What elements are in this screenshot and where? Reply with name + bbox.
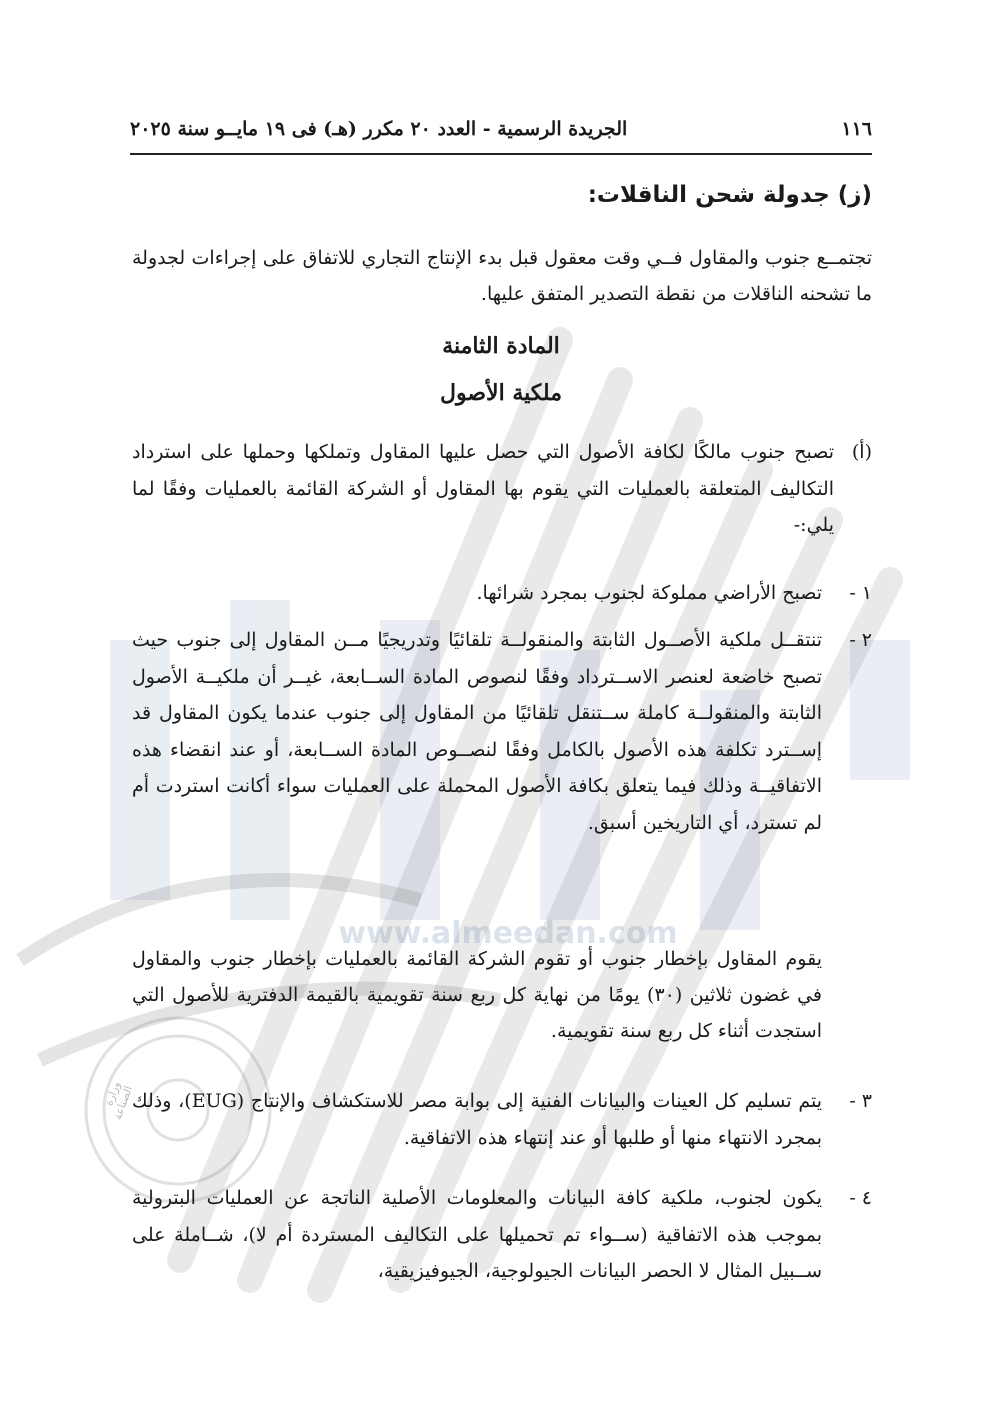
running-header [130, 112, 872, 146]
watermark-site-text: www.almeedan.com [338, 916, 678, 951]
list-item-text: تنتقــل ملكية الأصــول الثابتة والمنقولــة تلقائيًا وتدريجيًا مــن المقاول إلى جنوب حيث تصبح خاضعة لعنصر الاســترداد وفقًا لنصوص المادة الســابعة، غيــر أن ملكيــة الأصول الثابتة والمنقولــة كاملة ســتنقل تلقائيًا من المقاول إلى جنوب عندما يكون المقاول قد إســترد تكلفة هذه الأصول بالكامل وفقًا لنصــوص المادة الســابعة، أو عند انقضاء هذه الاتفاقيــة وذلك فيما يتعلق بكافة الأصول المحملة على العمليات سواء أكانت استردت أم لم تسترد، أي التاريخين أسبق. [132, 629, 822, 834]
page-number: ١١٦ [841, 118, 872, 140]
running-title: الجريدة الرسمية - العدد ٢٠ مكرر (هـ) فى ١٩ مايــو سنة ٢٠٢٥ [130, 118, 628, 140]
article-number-heading: المادة الثامنة [442, 333, 560, 359]
list-item-text: يكون لجنوب، ملكية كافة البيانات والمعلومات الأصلية الناتجة عن العمليات البترولية بموجب هذه الاتفاقية (ســواء تم تحميلها على التكاليف المستردة أم لا)، شــاملة على ســبيل المثال لا الحصر البيانات الجيولوجية، الجيوفيزيقية، [132, 1187, 822, 1282]
list-item-number: ٤ - [849, 1187, 872, 1209]
section-a-label: (أ) [851, 441, 872, 463]
list-item [132, 622, 872, 841]
list-item-text: يتم تسليم كل العينات والبيانات الفنية إلى بوابة مصر للاستكشاف والإنتاج (EUG)، وذلك بمجرد الانتهاء منها أو طلبها أو عند إنتهاء هذه الاتفاقية. [132, 1090, 822, 1149]
list-item-continuation [132, 941, 872, 1049]
list-item [132, 1083, 872, 1156]
list-item [132, 1180, 872, 1290]
list-item-text: تصبح الأراضي مملوكة لجنوب بمجرد شرائها. [476, 582, 822, 604]
header-divider [130, 153, 872, 155]
list-item-number: ٢ - [849, 629, 872, 651]
section-z-body: تجتمــع جنوب والمقاول فــي وقت معقول قبل بدء الإنتاج التجاري للاتفاق على إجراءات لجدولة ما تشحنه الناقلات من نقطة التصدير المتفق عليها. [132, 247, 872, 305]
list-item-number: ٣ - [849, 1090, 872, 1112]
watermark-seal-text: وزارة الصناعة [102, 1079, 136, 1122]
section-z-title: (ز) جدولة شحن الناقلات: [587, 182, 872, 208]
list-item-text: يقوم المقاول بإخطار جنوب أو تقوم الشركة القائمة بالعمليات بإخطار جنوب والمقاول في غضون ثلاثين (٣٠) يومًا من نهاية كل ربع سنة تقويمية بالقيمة الدفترية للأصول التي استجدت أثناء كل ربع سنة تقويمية. [132, 948, 822, 1042]
list-item-number: ١ - [849, 582, 872, 604]
article-title-heading: ملكية الأصول [440, 380, 562, 406]
list-item [132, 575, 872, 612]
section-a [132, 434, 872, 544]
section-a-text: تصبح جنوب مالكًا لكافة الأصول التي حصل عليها المقاول وتملكها وحملها على استرداد التكاليف المتعلقة بالعمليات التي يقوم بها المقاول أو الشركة القائمة بالعمليات وفقًا لما يلي:- [132, 441, 834, 536]
